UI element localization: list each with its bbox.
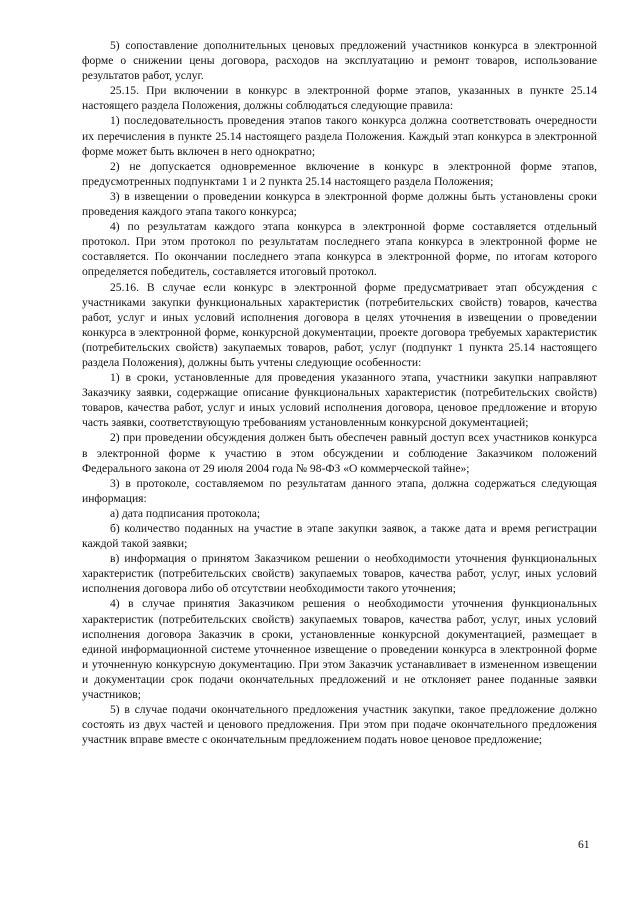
paragraph-feature-2: 2) при проведении обсуждения должен быть обеспечен равный доступ всех участников конкурса в электронной форме к участию в этом обсуждении и соблюдение Заказчиком положений Федерального закона от 29 июля 2004 года № 98-ФЗ «О коммерческой тайне»;	[82, 431, 597, 475]
paragraph-feature-5: 5) в случае подачи окончательного предложения участник закупки, такое предложение должно состоять из двух частей и ценового предложения. При этом при подаче окончательного предложения участник вправе вместе с окончательным предложением подать новое ценовое предложение;	[82, 703, 597, 747]
paragraph-feature-3: 3) в протоколе, составляемом по результатам данного этапа, должна содержаться следующая информация:	[82, 476, 597, 505]
page-number: 61	[578, 838, 590, 851]
paragraph-subitem-v: в) информация о принятом Заказчиком решении о необходимости уточнения функциональных характеристик (потребительских свойств) закупаемых товаров, качества работ, услуг, иных условий исполнения договора либо об отсутствии необходимости такого уточнения;	[82, 552, 597, 596]
paragraph-feature-1: 1) в сроки, установленные для проведения указанного этапа, участники закупки направляют Заказчику заявки, содержащие описание функциональных характеристик (потребительских свойств) товаров, качества работ, услуг и иных условий исполнения договора, ценовое предложение и вторую часть заявки, соответствующую требованиям установленным конкурсной документацией;	[82, 371, 597, 430]
paragraph-feature-4: 4) в случае принятия Заказчиком решения о необходимости уточнения функциональных характеристик (потребительских свойств) закупаемых товаров, качества работ, услуг, иных условий исполнения договора Заказчик в сроки, установленные конкурсной документацией, размещает в единой информационной системе уточненное извещение о проведении конкурса в электронной форме и уточненную конкурсную документацию. При этом Заказчик устанавливает в измененном извещении и документации срок подачи окончательных предложений и не отклоняет ранее поданные заявки участников;	[82, 597, 597, 702]
paragraph-rule-1: 1) последовательность проведения этапов такого конкурса должна соответствовать очередности их перечисления в пункте 25.14 настоящего раздела Положения. Каждый этап конкурса в электронной форме может быть включен в него однократно;	[82, 114, 597, 158]
paragraph-rule-3: 3) в извещении о проведении конкурса в электронной форме должны быть установлены сроки проведения каждого этапа такого конкурса;	[82, 189, 597, 219]
paragraph-item-5: 5) сопоставление дополнительных ценовых предложений участников конкурса в электронной форме о снижении цены договора, расходов на эксплуатацию и ремонт товаров, использование результатов работ, услуг.	[82, 39, 597, 83]
paragraph-subitem-b: б) количество поданных на участие в этапе закупки заявок, а также дата и время регистрации каждой такой заявки;	[82, 522, 597, 551]
paragraph-subitem-a: а) дата подписания протокола;	[110, 506, 261, 520]
document-body	[82, 38, 597, 747]
paragraph-rule-4: 4) по результатам каждого этапа конкурса в электронной форме составляется отдельный протокол. При этом протокол по результатам последнего этапа конкурса в электронной форме не составляется. По окончании последнего этапа конкурса в электронной форме, по итогам которого определяется победитель, составляется итоговый протокол.	[82, 220, 597, 279]
paragraph-25-16: 25.16. В случае если конкурс в электронной форме предусматривает этап обсуждения с участниками закупки функциональных характеристик (потребительских свойств) товаров, качества работ, услуг и иных условий исполнения договора в целях уточнения в извещении о проведении конкурса в электронной форме, конкурсной документации, проекте договора требуемых характеристик (потребительских свойств) закупаемых товаров, работ, услуг (подпункт 1 пункта 25.14 настоящего раздела Положения), должны быть учтены следующие особенности:	[82, 280, 597, 369]
paragraph-25-15: 25.15. При включении в конкурс в электронной форме этапов, указанных в пункте 25.14 настоящего раздела Положения, должны соблюдаться следующие правила:	[82, 84, 597, 113]
paragraph-rule-2: 2) не допускается одновременное включение в конкурс в электронной форме этапов, предусмотренных подпунктами 1 и 2 пункта 25.14 настоящего раздела Положения;	[82, 159, 597, 188]
